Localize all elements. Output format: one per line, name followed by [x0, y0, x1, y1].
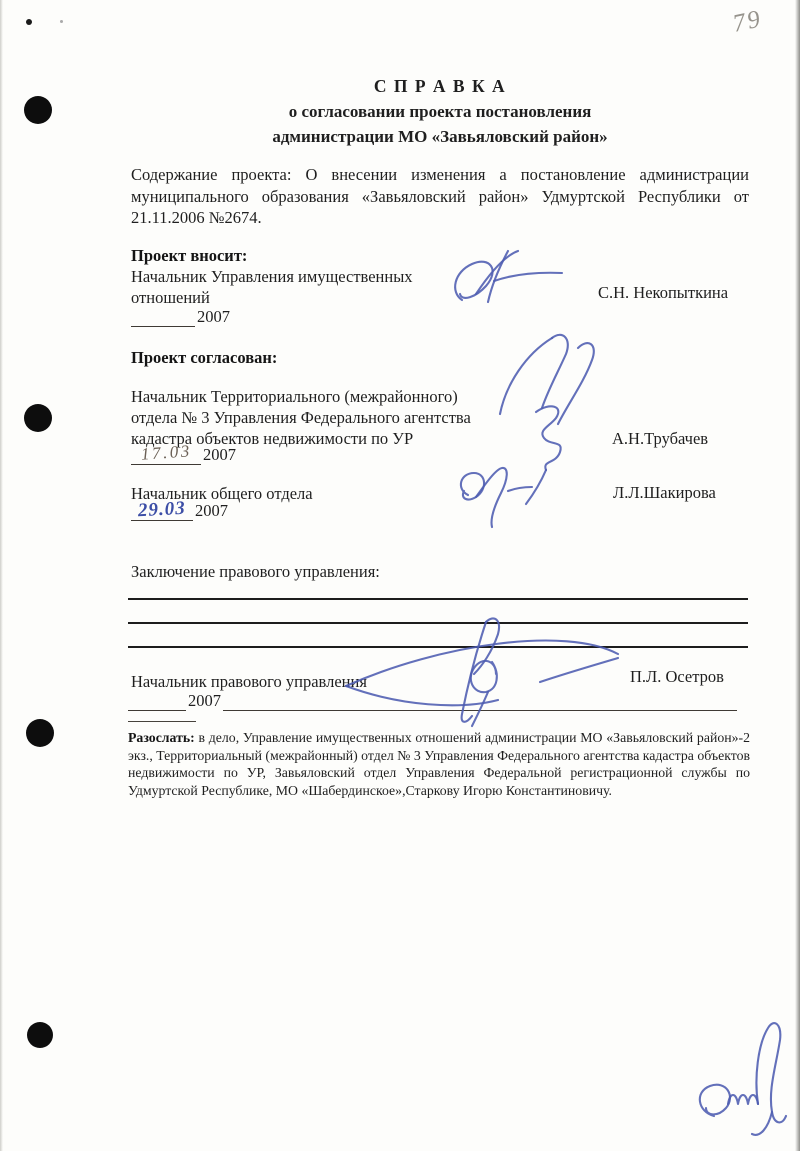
- document-title: С П Р А В К А: [373, 76, 507, 96]
- submitter-name: С.Н. Некопыткина: [598, 283, 729, 302]
- date-blank-line: [128, 690, 186, 711]
- date-blank-line: [131, 306, 195, 327]
- distribution-label: Разослать:: [128, 730, 195, 745]
- signature-osetrov: [330, 612, 635, 730]
- submitter-heading: Проект вносит:: [131, 246, 248, 265]
- date-blank-line: [131, 441, 201, 465]
- handwritten-date-17-03: 17.03: [139, 441, 192, 464]
- signature-shakirova: [448, 463, 543, 531]
- scan-edge-left: [0, 0, 3, 1151]
- approver1-position-line-2: отдела № 3 Управления Федерального агентства: [131, 408, 471, 427]
- legal-conclusion-label: Заключение правового управления:: [131, 562, 380, 581]
- submitter-position-line-2: отношений: [131, 288, 210, 307]
- approver2-date-row: [131, 497, 230, 522]
- legal-position: Начальник правового управления: [131, 672, 367, 691]
- approver2-name: Л.Л.Шакирова: [613, 483, 716, 502]
- distribution-text: в дело, Управление имущественных отношений администрации МО «Завьяловский район»-2 экз., Территориальный (межрайонный) отдел № 3 Управления Федерального агентства кадастра объектов недвижимости по УР, Завьяловский отдел Управления Федеральной регистрационной службы по Удмуртской Республике, МО «Шабердинское»,Старкову Игорю Константиновичу.: [128, 730, 750, 799]
- approver1-date-row: [131, 441, 238, 465]
- year-text: 2007: [197, 307, 230, 326]
- submitter-date-row: [131, 306, 232, 327]
- approver2-position-line-1: Начальник общего отдела: [131, 484, 313, 503]
- document-header: [131, 74, 749, 149]
- approver1-position-line-1: Начальник Территориального (межрайонного): [131, 387, 458, 406]
- legal-name: П.Л. Осетров: [630, 667, 724, 686]
- punch-hole-mark: [24, 96, 52, 124]
- ruled-line: [128, 598, 748, 600]
- separator-line: [128, 721, 196, 722]
- date-blank-line: [131, 497, 193, 522]
- punch-hole-mark: [24, 404, 52, 432]
- year-text: 2007: [188, 691, 221, 710]
- scan-edge-right: [795, 0, 800, 1151]
- year-text: 2007: [195, 501, 228, 520]
- submitter-position-line-1: Начальник Управления имущественных: [131, 267, 413, 286]
- approver1-name: А.Н.Трубачев: [612, 429, 709, 448]
- signature-bottom-corner: [684, 1016, 796, 1148]
- distribution-paragraph: [128, 729, 750, 800]
- approver1-position-line-3: кадастра объектов недвижимости по УР: [131, 429, 414, 448]
- punch-hole-mark: [26, 719, 54, 747]
- ink-speck: [26, 19, 32, 25]
- approvals-heading: Проект согласован:: [131, 348, 278, 367]
- handwritten-date-29-03: 29.03: [137, 497, 187, 522]
- document-subtitle-1: о согласовании проекта постановления: [288, 102, 592, 121]
- signature-nekopytkina: [448, 248, 578, 314]
- project-summary-paragraph: Содержание проекта: О внесении изменения а постановление администрации муниципального образования «Завьяловский район» Удмуртской Республики от 21.11.2006 №2674.: [131, 165, 749, 227]
- handwritten-page-number: 79: [730, 5, 765, 38]
- ink-speck: [60, 20, 63, 23]
- year-text: 2007: [203, 445, 236, 464]
- punch-hole-mark: [27, 1022, 53, 1048]
- document-subtitle-2: администрации МО «Завьяловский район»: [272, 127, 608, 146]
